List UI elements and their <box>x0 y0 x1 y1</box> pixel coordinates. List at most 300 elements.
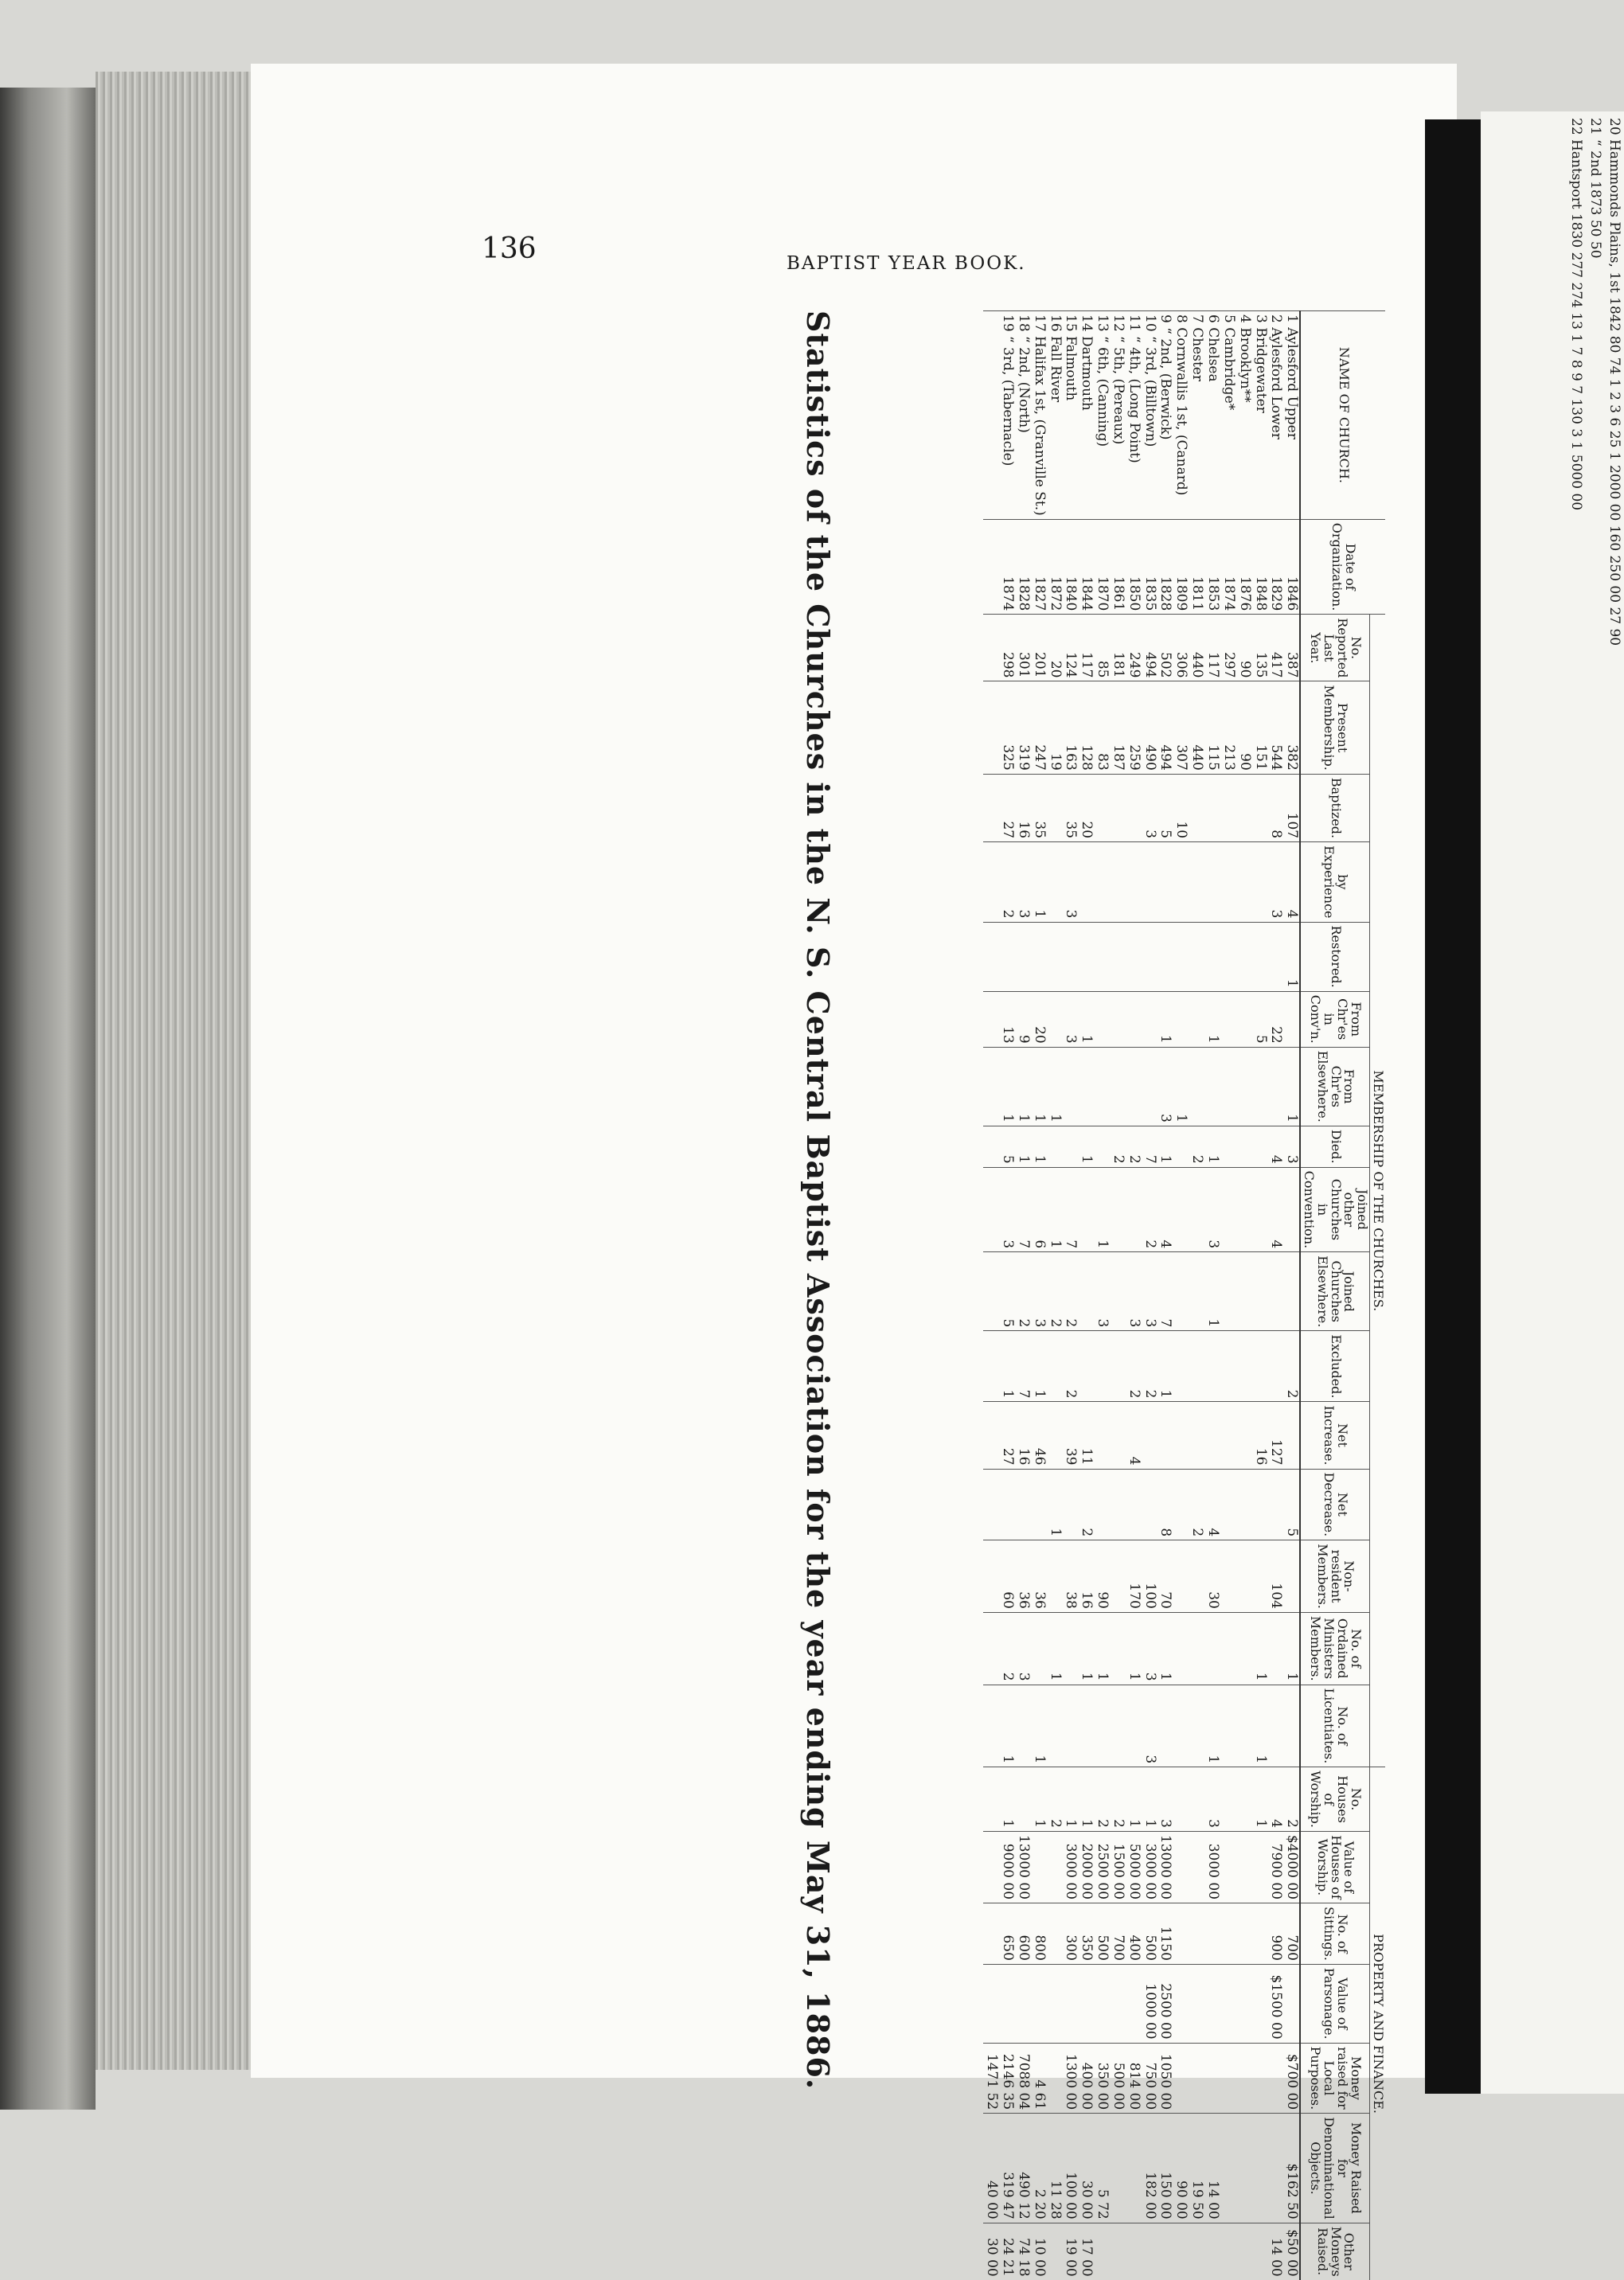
church-name-cell: 8 Cornwallis 1st, (Canard) <box>1173 311 1189 520</box>
table-cell: 39 <box>1063 1402 1079 1469</box>
table-cell <box>1189 774 1204 841</box>
table-cell: 5 72 <box>1094 2114 1110 2223</box>
table-cell <box>1236 2043 1252 2114</box>
table-cell: 2500 00 <box>1094 1831 1110 1903</box>
church-name-cell: 18 “ 2nd, (North) <box>1015 311 1031 520</box>
table-cell: 1811 <box>1189 519 1204 615</box>
table-cell <box>1173 1331 1189 1402</box>
table-cell <box>1126 1964 1142 2043</box>
table-cell <box>1173 1540 1189 1613</box>
table-cell: 2 <box>1047 1252 1063 1331</box>
table-cell: 7 <box>1157 1252 1173 1331</box>
table-cell: 1809 <box>1173 519 1189 615</box>
table-cell <box>1110 1964 1126 2043</box>
table-cell: 3 <box>1015 1612 1031 1685</box>
table-cell: 298 <box>999 615 1015 681</box>
column-header-24: Other Moneys Raised. <box>1300 2223 1369 2280</box>
table-cell: 1 <box>1078 1126 1094 1167</box>
table-cell: 1848 <box>1252 519 1268 615</box>
table-cell <box>999 922 1015 991</box>
table-cell <box>1110 991 1126 1047</box>
table-cell <box>1063 1047 1079 1126</box>
table-cell <box>1189 842 1204 922</box>
table-cell <box>1189 922 1204 991</box>
table-cell <box>1204 922 1220 991</box>
table-cell: 1861 <box>1110 519 1126 615</box>
table-cell <box>1252 1047 1268 1126</box>
table-cell <box>1220 2114 1236 2223</box>
table-row <box>1078 311 1094 2280</box>
table-cell <box>1173 2223 1189 2280</box>
table-cell: 30 00 <box>983 2223 999 2280</box>
table-cell <box>1173 1126 1189 1167</box>
table-cell: 1000 00 <box>1142 1964 1157 2043</box>
table-cell <box>1126 774 1142 841</box>
table-cell: 1300 00 <box>1063 2043 1079 2114</box>
table-cell: 127 <box>1268 1402 1284 1469</box>
table-cell: 17 00 <box>1078 2223 1094 2280</box>
table-cell <box>1094 2223 1110 2280</box>
table-cell: 1 <box>1047 1167 1063 1252</box>
table-cell: 1828 <box>1157 519 1173 615</box>
column-header-17: No. of Licentiates. <box>1300 1685 1369 1767</box>
table-cell: 400 00 <box>1078 2043 1094 2114</box>
table-cell <box>1220 2223 1236 2280</box>
table-cell: 1835 <box>1142 519 1157 615</box>
table-cell <box>1078 1167 1094 1252</box>
table-cell: 19 <box>1047 681 1063 774</box>
table-cell: 2 <box>1047 1767 1063 1832</box>
table-cell: 30 <box>1204 1540 1220 1613</box>
group-property: PROPERTY AND FINANCE. <box>1370 1767 1385 2280</box>
table-cell: 1 <box>1157 1126 1173 1167</box>
table-cell <box>1220 1685 1236 1767</box>
table-cell <box>1189 1685 1204 1767</box>
table-cell: 1050 00 <box>1157 2043 1173 2114</box>
table-cell: 544 <box>1268 681 1284 774</box>
table-cell: 1 <box>1204 1252 1220 1331</box>
table-cell: 1 <box>1173 1047 1189 1126</box>
table-cell: 2 <box>1142 1331 1157 1402</box>
table-cell <box>1173 1685 1189 1767</box>
table-cell: 27 <box>999 774 1015 841</box>
table-cell: 10 <box>1173 774 1189 841</box>
table-cell <box>1268 2043 1284 2114</box>
table-row <box>1283 311 1300 2280</box>
table-cell <box>983 774 999 841</box>
table-cell: 117 <box>1204 615 1220 681</box>
table-cell: 319 47 <box>999 2114 1015 2223</box>
column-header-23: Money Raised for Denominational Objects. <box>1300 2114 1369 2223</box>
table-cell <box>1283 1964 1300 2043</box>
table-cell: 90 <box>1094 1540 1110 1613</box>
table-cell: 2 <box>1063 1252 1079 1331</box>
table-cell: 16 <box>1015 1402 1031 1469</box>
column-header-4: Baptized. <box>1300 774 1369 841</box>
table-cell: 1 <box>1142 1767 1157 1832</box>
table-cell: 201 <box>1031 615 1047 681</box>
table-cell <box>983 1685 999 1767</box>
table-cell: 2 <box>1283 1767 1300 1832</box>
table-cell: 40 00 <box>983 2114 999 2223</box>
table-cell: 2 20 <box>1031 2114 1047 2223</box>
table-cell: 7 <box>1015 1331 1031 1402</box>
table-cell: 5 <box>999 1252 1015 1331</box>
table-cell: 750 00 <box>1142 2043 1157 2114</box>
table-cell <box>1236 842 1252 922</box>
table-cell: 1 <box>1031 842 1047 922</box>
table-cell: 24 21 <box>999 2223 1015 2280</box>
column-header-18: No. Houses of Worship. <box>1300 1767 1369 1832</box>
table-cell: 700 <box>1110 1903 1126 1965</box>
facing-page <box>1481 111 1624 2094</box>
table-cell <box>1142 1469 1157 1540</box>
column-header-9: Died. <box>1300 1126 1369 1167</box>
table-cell: 2 <box>999 1612 1015 1685</box>
statistics-table <box>983 310 1385 2280</box>
table-cell <box>1252 1903 1268 1965</box>
table-cell: 2 <box>1094 1767 1110 1832</box>
table-cell <box>1110 1167 1126 1252</box>
table-cell: $162 50 <box>1283 2114 1300 2223</box>
table-cell: 1 <box>1283 1047 1300 1126</box>
table-cell: 117 <box>1078 615 1094 681</box>
church-name-cell: 13 “ 6th, (Canning) <box>1094 311 1110 520</box>
book-gutter <box>1425 119 1481 2094</box>
table-cell: 3 <box>1268 842 1284 922</box>
table-cell <box>1031 1831 1047 1903</box>
table-cell: 1 <box>1031 1767 1047 1832</box>
table-cell <box>1142 1047 1157 1126</box>
table-cell: 13000 00 <box>1015 1831 1031 1903</box>
table-cell <box>1047 842 1063 922</box>
table-cell: 1 <box>1078 1767 1094 1832</box>
table-cell <box>1220 1402 1236 1469</box>
table-cell <box>1047 1831 1063 1903</box>
table-cell: 1 <box>1031 1685 1047 1767</box>
table-cell <box>1220 991 1236 1047</box>
table-cell <box>1236 1767 1252 1832</box>
table-cell <box>983 1402 999 1469</box>
table-cell: 1 <box>1015 1126 1031 1167</box>
table-cell <box>1252 1126 1268 1167</box>
table-cell <box>1236 2114 1252 2223</box>
table-cell <box>1110 1685 1126 1767</box>
table-cell <box>1015 1685 1031 1767</box>
table-cell <box>1094 1402 1110 1469</box>
column-header-19: Value of Houses of Worship. <box>1300 1831 1369 1903</box>
table-cell <box>1189 1612 1204 1685</box>
table-cell: 4 <box>1283 842 1300 922</box>
table-cell <box>1126 1047 1142 1126</box>
table-cell: 1 <box>999 1767 1015 1832</box>
table-cell <box>1252 2114 1268 2223</box>
table-cell: 350 00 <box>1094 2043 1110 2114</box>
table-cell: 1 <box>1252 1612 1268 1685</box>
table-cell <box>983 1612 999 1685</box>
table-cell: 1 <box>1094 1167 1110 1252</box>
table-cell <box>999 1964 1015 2043</box>
table-cell: 1471 52 <box>983 2043 999 2114</box>
table-cell <box>1252 1331 1268 1402</box>
column-header-5: by Experience <box>1300 842 1369 922</box>
table-cell <box>1078 1047 1094 1126</box>
church-name-cell: 3 Bridgewater <box>1252 311 1268 520</box>
table-cell: 900 <box>1268 1903 1284 1965</box>
table-cell: 4 <box>1268 1167 1284 1252</box>
table-cell: 135 <box>1252 615 1268 681</box>
table-cell: 128 <box>1078 681 1094 774</box>
table-cell <box>1220 774 1236 841</box>
table-cell <box>1236 1831 1252 1903</box>
table-cell: 1846 <box>1283 519 1300 615</box>
table-cell <box>1220 1047 1236 1126</box>
table-cell <box>1236 1402 1252 1469</box>
table-cell: 1 <box>999 1685 1015 1767</box>
table-row <box>1268 311 1284 2280</box>
table-cell: 38 <box>1063 1540 1079 1613</box>
table-cell: 4 61 <box>1031 2043 1047 2114</box>
table-cell <box>1268 1469 1284 1540</box>
table-cell <box>1063 1126 1079 1167</box>
table-cell <box>1094 922 1110 991</box>
table-cell <box>1236 1047 1252 1126</box>
table-cell <box>1126 1167 1142 1252</box>
table-row <box>1189 311 1204 2280</box>
facing-page-row: 21 “ 2nd 1873 50 50 <box>1587 118 1603 259</box>
table-cell: 2 <box>1189 1126 1204 1167</box>
column-header-11: Joined Churches Elsewhere. <box>1300 1252 1369 1331</box>
table-cell <box>1189 1964 1204 2043</box>
table-cell <box>1189 1540 1204 1613</box>
table-cell: 500 <box>1094 1903 1110 1965</box>
table-cell: 22 <box>1268 991 1284 1047</box>
table-cell <box>1142 842 1157 922</box>
table-cell: 1 <box>1126 1767 1142 1832</box>
table-cell <box>1094 1126 1110 1167</box>
table-cell: 90 00 <box>1173 2114 1189 2223</box>
table-cell <box>1047 2223 1063 2280</box>
table-cell <box>1078 922 1094 991</box>
table-cell: 6 <box>1031 1167 1047 1252</box>
table-cell: 11 28 <box>1047 2114 1063 2223</box>
table-cell: 1 <box>1126 1612 1142 1685</box>
table-cell <box>1268 1252 1284 1331</box>
table-cell: 7 <box>1015 1167 1031 1252</box>
church-name-cell: 14 Dartmouth <box>1078 311 1094 520</box>
table-cell: 3 <box>1204 1167 1220 1252</box>
table-cell <box>1173 1964 1189 2043</box>
column-header-7: From Chr'es in Conv'n. <box>1300 991 1369 1047</box>
table-cell <box>1157 1402 1173 1469</box>
table-cell <box>1204 1047 1220 1126</box>
church-name-cell: 19 “ 3rd, (Tabernacle) <box>999 311 1015 520</box>
table-cell: 115 <box>1204 681 1220 774</box>
col-name-of-church: NAME OF CHURCH. <box>1300 311 1385 520</box>
table-cell: 1829 <box>1268 519 1284 615</box>
table-cell: 1 <box>999 1047 1015 1126</box>
table-cell <box>1236 1540 1252 1613</box>
table-cell: 7088 04 <box>1015 2043 1031 2114</box>
table-cell: 3 <box>1157 1767 1173 1832</box>
table-cell: 74 18 <box>1015 2223 1031 2280</box>
table-cell: 90 <box>1236 615 1252 681</box>
table-cell <box>1236 1964 1252 2043</box>
table-cell: 1 <box>1047 1612 1063 1685</box>
table-cell: 107 <box>1283 774 1300 841</box>
table-cell: 1874 <box>1220 519 1236 615</box>
table-cell: 19 50 <box>1189 2114 1204 2223</box>
church-name-cell: 11 “ 4th, (Long Point) <box>1126 311 1142 520</box>
table-cell <box>1220 1540 1236 1613</box>
table-cell: 1 <box>1047 1469 1063 1540</box>
table-cell <box>1110 1402 1126 1469</box>
table-cell: 3 <box>1157 1047 1173 1126</box>
table-cell: 2 <box>999 842 1015 922</box>
table-cell <box>1204 1402 1220 1469</box>
table-cell: 300 <box>1063 1903 1079 1965</box>
table-cell: 1874 <box>999 519 1015 615</box>
table-cell: 387 <box>1283 615 1300 681</box>
table-cell: 494 <box>1142 615 1157 681</box>
table-row <box>999 311 1015 2280</box>
table-cell: 60 <box>999 1540 1015 1613</box>
table-cell: 1828 <box>1015 519 1031 615</box>
table-cell <box>1126 2223 1142 2280</box>
table-cell <box>1252 1831 1268 1903</box>
table-cell: 800 <box>1031 1903 1047 1965</box>
table-cell <box>1173 1903 1189 1965</box>
table-cell <box>1031 922 1047 991</box>
church-name-cell: 9 “ 2nd, (Berwick) <box>1157 311 1173 520</box>
table-cell <box>1189 1331 1204 1402</box>
table-cell <box>1283 1402 1300 1469</box>
table-cell <box>1031 1612 1047 1685</box>
table-cell: 1 <box>1047 1047 1063 1126</box>
table-cell <box>983 1903 999 1965</box>
column-header-3: Present Membership. <box>1300 681 1369 774</box>
table-row <box>1047 311 1063 2280</box>
church-name-cell <box>983 311 999 520</box>
table-cell: 5000 00 <box>1126 1831 1142 1903</box>
table-cell <box>1031 1469 1047 1540</box>
table-cell: 1870 <box>1094 519 1110 615</box>
table-cell: 182 00 <box>1142 2114 1157 2223</box>
table-cell <box>1173 922 1189 991</box>
church-name-cell: 10 “ 3rd, (Billtown) <box>1142 311 1157 520</box>
table-cell <box>1189 2223 1204 2280</box>
table-cell <box>1204 1612 1220 1685</box>
column-header-16: No. of Ordained Ministers Members. <box>1300 1612 1369 1685</box>
table-cell <box>1110 1612 1126 1685</box>
group-membership: MEMBERSHIP OF THE CHURCHES. <box>1370 615 1385 1767</box>
table-cell: 35 <box>1031 774 1047 841</box>
table-cell: 1 <box>1015 1047 1031 1126</box>
table-cell: 500 00 <box>1110 2043 1126 2114</box>
table-cell: 5 <box>1252 991 1268 1047</box>
group-header-row <box>1370 311 1385 2280</box>
table-cell <box>1110 1252 1126 1331</box>
table-cell: 46 <box>1031 1402 1047 1469</box>
table-cell: 306 <box>1173 615 1189 681</box>
table-title-rotated: Statistics of the Churches in the N. S. Central Baptist Association for the year ending May 31, 1886. <box>800 310 836 2091</box>
table-cell <box>1189 1831 1204 1903</box>
table-cell <box>1126 842 1142 922</box>
table-cell: 1 <box>1031 1331 1047 1402</box>
table-cell <box>1268 1685 1284 1767</box>
table-cell: 13 <box>999 991 1015 1047</box>
table-cell <box>1173 2043 1189 2114</box>
table-cell: 70 <box>1157 1540 1173 1613</box>
table-cell <box>983 615 999 681</box>
table-cell: 2 <box>1110 1767 1126 1832</box>
table-cell: 1853 <box>1204 519 1220 615</box>
table-cell <box>1189 1402 1204 1469</box>
table-cell <box>1236 1685 1252 1767</box>
table-cell: 3 <box>1142 1685 1157 1767</box>
table-cell <box>1173 1402 1189 1469</box>
church-name-cell: 7 Chester <box>1189 311 1204 520</box>
table-row <box>1142 311 1157 2280</box>
church-name-cell: 16 Fall River <box>1047 311 1063 520</box>
table-cell <box>1015 922 1031 991</box>
table-cell: 9000 00 <box>999 1831 1015 1903</box>
table-cell: 2 <box>1283 1331 1300 1402</box>
table-cell: 350 <box>1078 1903 1094 1965</box>
table-cell: 440 <box>1189 615 1204 681</box>
table-cell <box>1110 842 1126 922</box>
table-cell <box>1094 991 1110 1047</box>
table-cell: 3000 00 <box>1063 1831 1079 1903</box>
page-number: 136 <box>482 232 537 265</box>
table-cell: 1 <box>1204 1685 1220 1767</box>
table-cell <box>983 1167 999 1252</box>
book-spine <box>0 88 96 2110</box>
table-cell: 2500 00 <box>1157 1964 1173 2043</box>
table-cell <box>1220 1767 1236 1832</box>
table-cell <box>1236 1469 1252 1540</box>
table-cell <box>1047 1964 1063 2043</box>
table-cell: 36 <box>1015 1540 1031 1613</box>
table-row <box>1220 311 1236 2280</box>
table-cell: 5 <box>1157 774 1173 841</box>
church-name-cell: 2 Aylesford Lower <box>1268 311 1284 520</box>
column-header-22: Money raised for Local Purposes. <box>1300 2043 1369 2114</box>
table-cell <box>1268 922 1284 991</box>
table-cell <box>1283 1252 1300 1331</box>
table-cell <box>1236 1612 1252 1685</box>
table-cell <box>1252 922 1268 991</box>
table-cell <box>1047 1331 1063 1402</box>
table-cell <box>1252 2043 1268 2114</box>
table-cell <box>1220 1126 1236 1167</box>
table-cell: 307 <box>1173 681 1189 774</box>
table-cell <box>1157 922 1173 991</box>
table-row <box>1110 311 1126 2280</box>
table-cell <box>1252 1540 1268 1613</box>
table-cell: 3 <box>1126 1252 1142 1331</box>
table-cell <box>1220 842 1236 922</box>
table-cell <box>1204 2043 1220 2114</box>
table-cell <box>1204 842 1220 922</box>
table-cell <box>1063 1685 1079 1767</box>
table-cell <box>1078 1964 1094 2043</box>
column-header-12: Excluded. <box>1300 1331 1369 1402</box>
table-cell <box>1252 1469 1268 1540</box>
church-name-cell: 6 Chelsea <box>1204 311 1220 520</box>
table-cell: 4 <box>1268 1767 1284 1832</box>
column-header-20: No. of Sittings. <box>1300 1903 1369 1965</box>
